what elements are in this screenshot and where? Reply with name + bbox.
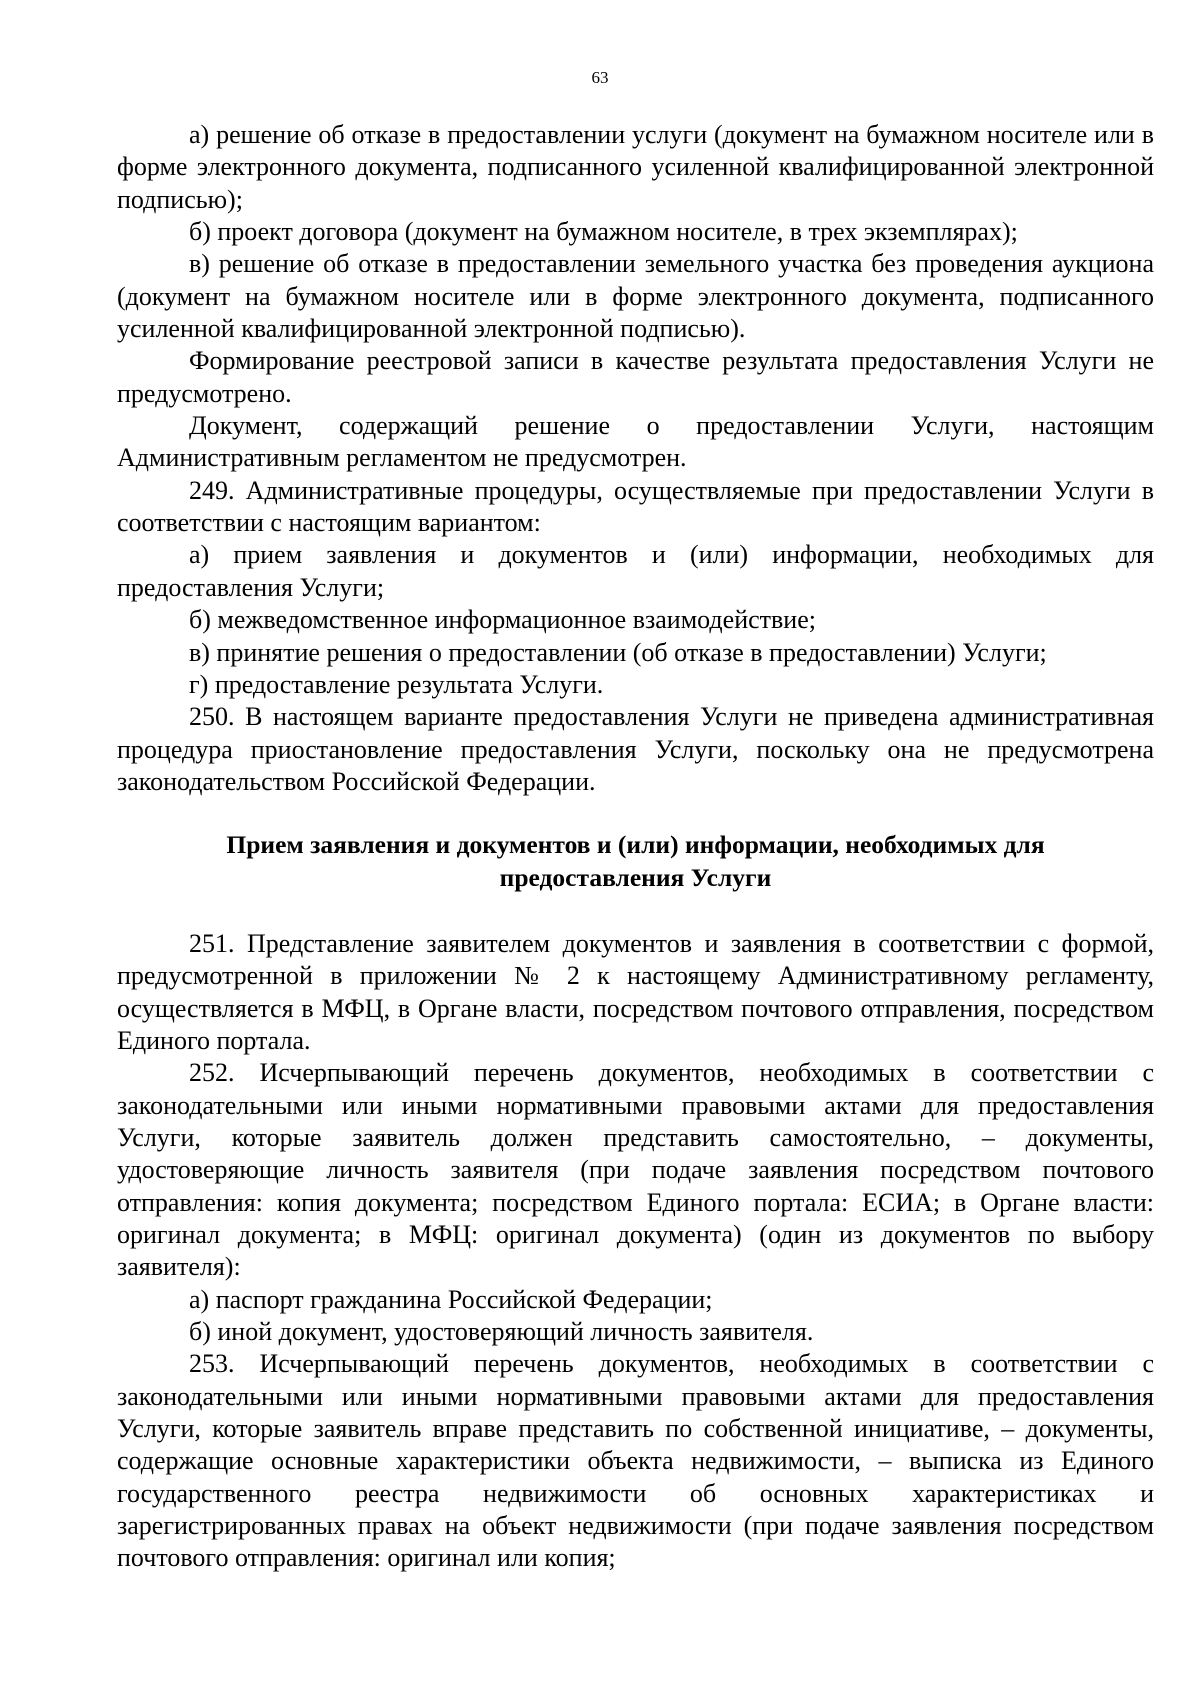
list-item-b-interagency: б) межведомственное информационное взаимодействие;: [189, 605, 816, 635]
list-item-b-draft-contract: б) проект договора (документ на бумажном носителе, в трех экземплярах);: [189, 217, 1018, 247]
page-number: 63: [591, 68, 609, 87]
section-heading-line-2: предоставления Услуги: [499, 862, 772, 892]
paragraph-registry-record: Формирование реестровой записи в качестве результата предоставления Услуги не предусмотрено.: [117, 346, 1154, 408]
list-item-a-reception: а) прием заявления и документов и (или) информации, необходимых для предоставления Услуги;: [117, 540, 1154, 602]
clause-252: 252. Исчерпывающий перечень документов, необходимых в соответствии с законодательными или иными нормативными правовыми актами для предоставления Услуги, которые заявитель должен представить самостоятельно, – документы, удостоверяющие личность заявителя (при подаче заявления посредством почтового отправления: копия документа; посредством Единого портала: ЕСИА; в Органе власти: оригинал документа; в МФЦ: оригинал документа) (один из документов по выбору заявителя):: [117, 1058, 1154, 1282]
list-item-v-decision: в) принятие решения о предоставлении (об отказе в предоставлении) Услуги;: [189, 637, 1047, 667]
section-heading: [117, 798, 1154, 928]
clause-251: 251. Представление заявителем документов и заявления в соответствии с формой, предусмотренной в приложении № 2 к настоящему Административному регламенту, осуществляется в МФЦ, в Органе власти, посредством почтового отправления, посредством Единого портала.: [117, 928, 1154, 1055]
list-item-a-passport: а) паспорт гражданина Российской Федерации;: [189, 1284, 713, 1314]
document-body: [117, 119, 1154, 1575]
section-heading-line-1: Прием заявления и документов и (или) информации, необходимых для: [226, 830, 1045, 860]
list-item-v-land-refusal: в) решение об отказе в предоставлении земельного участка без проведения аукциона (документ на бумажном носителе или в форме электронного документа, подписанного усиленной квалифицированной электронной подписью).: [117, 249, 1154, 344]
clause-249: 249. Административные процедуры, осуществляемые при предоставлении Услуги в соответствии с настоящим вариантом:: [117, 475, 1154, 538]
list-item-b-other-id: б) иной документ, удостоверяющий личность заявителя.: [189, 1317, 814, 1347]
list-item-g-result: г) предоставление результата Услуги.: [189, 669, 604, 699]
clause-253: 253. Исчерпывающий перечень документов, необходимых в соответствии с законодательными или иными нормативными правовыми актами для предоставления Услуги, которые заявитель вправе представить по собственной инициативе, – документы, содержащие основные характеристики объекта недвижимости, – выписка из Единого государственного реестра недвижимости об основных характеристиках и зарегистрированных правах на объект недвижимости (при подаче заявления посредством почтового отправления: оригинал или копия;: [117, 1349, 1154, 1573]
clause-250: 250. В настоящем варианте предоставления Услуги не приведена административная процедура приостановление предоставления Услуги, поскольку она не предусмотрена законодательством Российской Федерации.: [117, 702, 1154, 796]
list-item-a-refusal: а) решение об отказе в предоставлении услуги (документ на бумажном носителе или в форме электронного документа, подписанного усиленной квалифицированной электронной подписью);: [117, 120, 1154, 214]
paragraph-decision-document: Документ, содержащий решение о предоставлении Услуги, настоящим Административным регламентом не предусмотрен.: [117, 411, 1154, 473]
